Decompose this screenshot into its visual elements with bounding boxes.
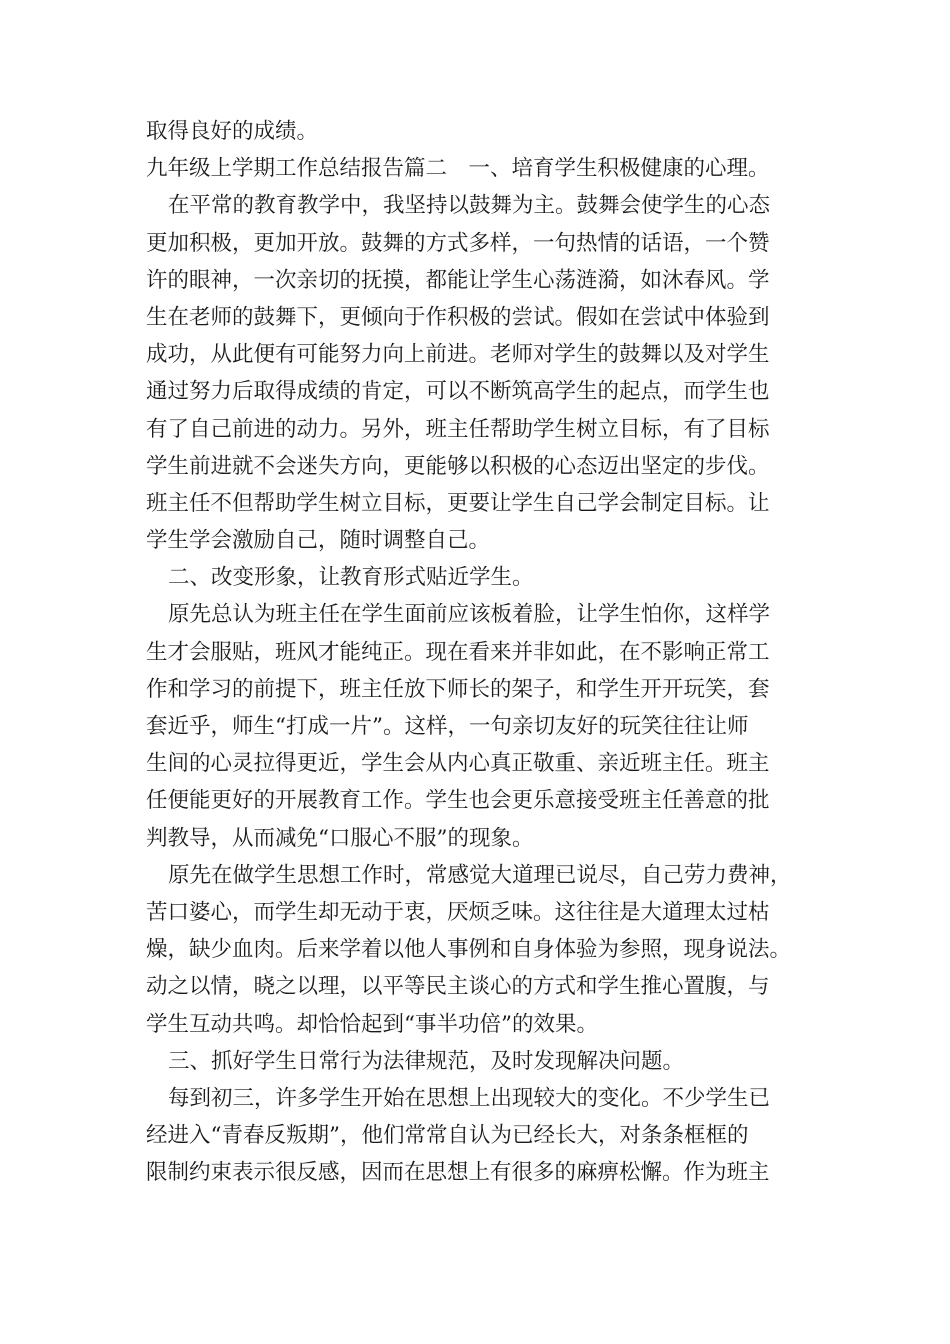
text-line: 套近乎，师生“打成一片”。这样，一句亲切友好的玩笑往往让师 (146, 714, 749, 739)
text-line: 通过努力后取得成绩的肯定，可以不断筑高学生的起点，而学生也 (146, 379, 770, 405)
text-line: 苦口婆心，而学生却无动于衷，厌烦乏味。这往往是大道理太过枯 (146, 899, 770, 925)
text-line: 任便能更好的开展教育工作。学生也会更乐意接受班主任善意的批 (146, 788, 770, 814)
text-line: 有了自己前进的动力。另外，班主任帮助学生树立目标，有了目标 (146, 416, 770, 442)
text-line: 取得良好的成绩。 (146, 119, 319, 144)
text-line: 判教导，从而减免“口服心不服”的现象。 (146, 825, 534, 851)
text-line: 班主任不但帮助学生树立目标，更要让学生自己学会制定目标。让 (146, 490, 770, 516)
text-line: 作和学习的前提下，班主任放下师长的架子，和学生开开玩笑，套 (146, 676, 770, 702)
document-body (146, 113, 816, 1191)
text-line: 二、改变形象，让教育形式贴近学生。 (168, 565, 534, 591)
text-line: 生间的心灵拉得更近，学生会从内心真正敬重、亲近班主任。班主 (146, 751, 770, 777)
text-line: 经进入“青春反叛期”，他们常常自认为已经长大，对条条框框的 (146, 1123, 749, 1149)
text-line: 三、抓好学生日常行为法律规范，及时发现解决问题。 (168, 1048, 685, 1074)
text-line: 学生学会激励自己，随时调整自己。 (146, 528, 491, 554)
text-line: 燥，缺少血肉。后来学着以他人事例和自身体验为参照，现身说法。 (146, 937, 792, 963)
text-line: 九年级上学期工作总结报告篇二 一、培育学生积极健康的心理。 (146, 156, 770, 182)
text-line: 成功，从此便有可能努力向上前进。老师对学生的鼓舞以及对学生 (146, 342, 770, 368)
text-line: 学生前进就不会迷失方向，更能够以积极的心态迈出坚定的步伐。 (146, 453, 770, 479)
text-line: 更加积极，更加开放。鼓舞的方式多样，一句热情的话语，一个赞 (146, 230, 770, 256)
text-line: 原先在做学生思想工作时，常感觉大道理已说尽，自己劳力费神， (168, 862, 792, 888)
text-line: 原先总认为班主任在学生面前应该板着脸，让学生怕你，这样学 (168, 602, 771, 628)
text-line: 每到初三，许多学生开始在思想上出现较大的变化。不少学生已 (168, 1085, 771, 1111)
text-line: 生在老师的鼓舞下，更倾向于作积极的尝试。假如在尝试中体验到 (146, 304, 770, 330)
text-line: 生才会服贴，班风才能纯正。现在看来并非如此，在不影响正常工 (146, 639, 770, 665)
text-line: 在平常的教育教学中，我坚持以鼓舞为主。鼓舞会使学生的心态 (168, 193, 771, 219)
text-line: 动之以情，晓之以理，以平等民主谈心的方式和学生推心置腹，与 (146, 974, 770, 1000)
text-line: 许的眼神，一次亲切的抚摸，都能让学生心荡涟漪，如沐春风。学 (146, 267, 770, 293)
text-line: 限制约束表示很反感，因而在思想上有很多的麻痹松懈。作为班主 (146, 1160, 770, 1186)
text-line: 学生互动共鸣。却恰恰起到“事半功倍”的效果。 (146, 1011, 598, 1037)
